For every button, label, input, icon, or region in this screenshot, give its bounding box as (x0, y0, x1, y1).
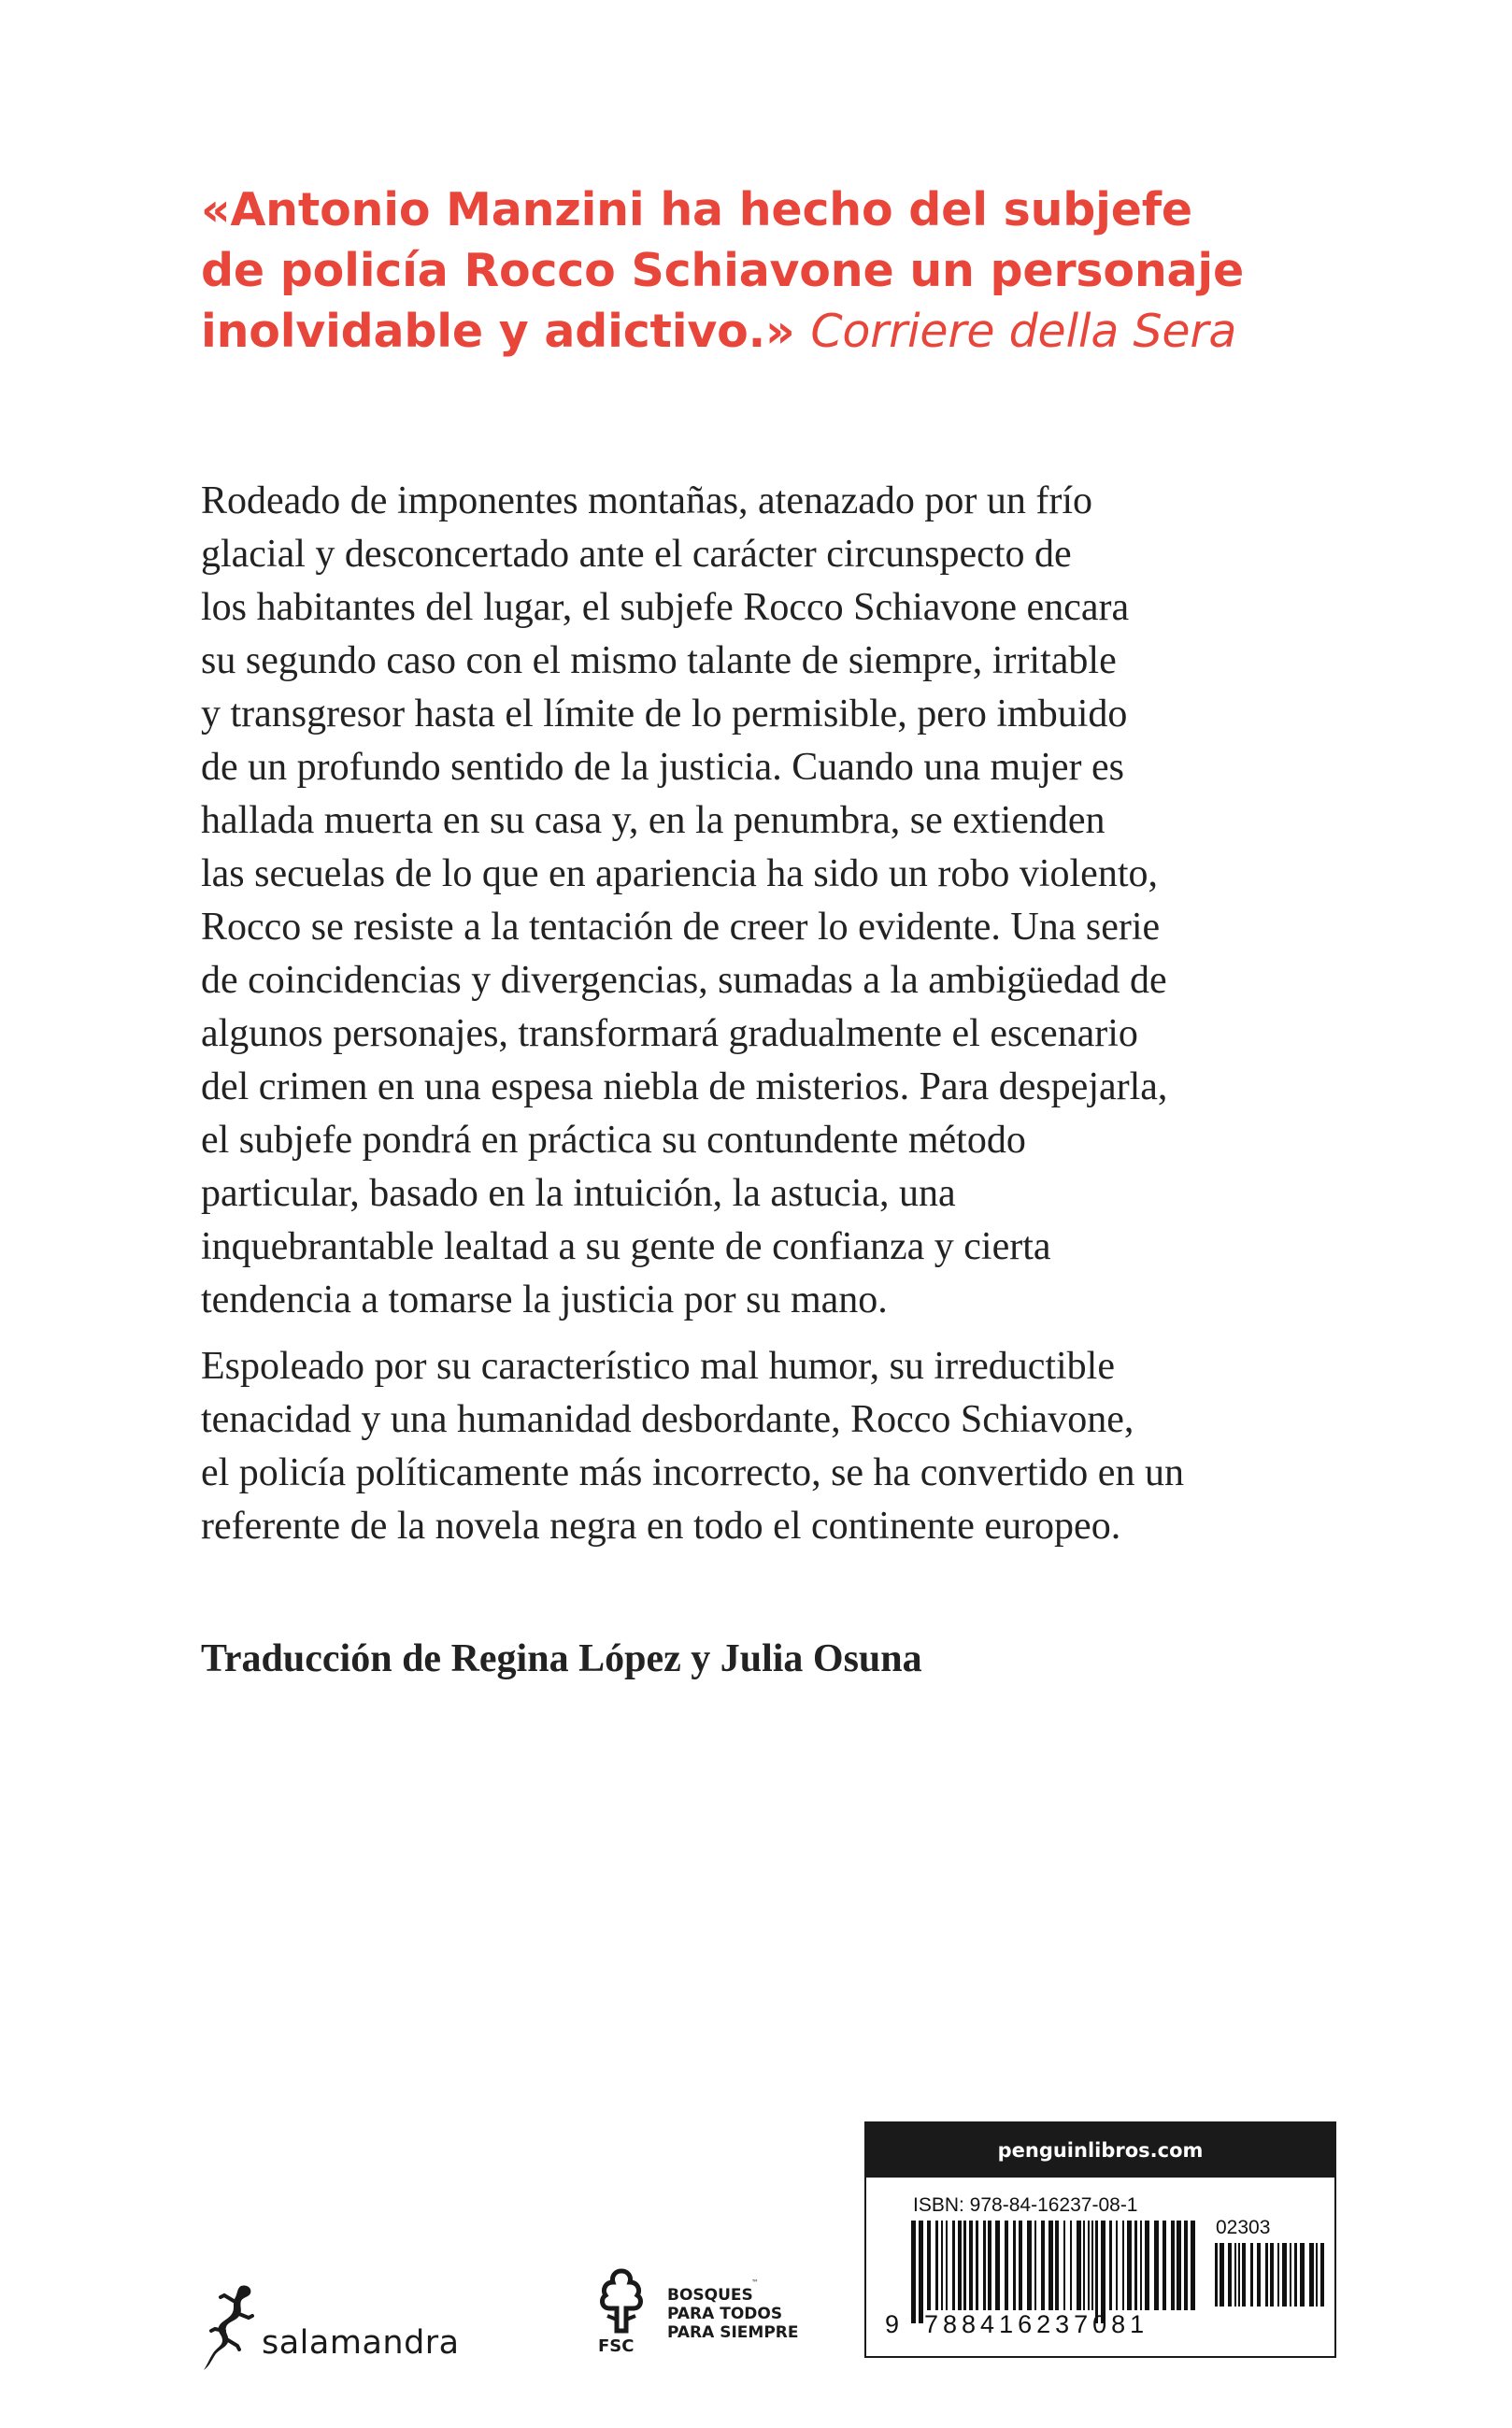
synopsis-line: tendencia a tomarse la justicia por su mano. (201, 1278, 888, 1321)
synopsis-line: de un profundo sentido de la justicia. Cuando una mujer es (201, 746, 1124, 789)
synopsis-line: particular, basado en la intuición, la astucia, una (201, 1172, 956, 1215)
barcode-bar (927, 2221, 931, 2310)
synopsis-line: las secuelas de lo que en apariencia ha sido un robo violento, (201, 852, 1158, 895)
ean-digits: 788416237081 (924, 2310, 1149, 2338)
publisher-logo (196, 2280, 505, 2374)
synopsis-line: y transgresor hasta el límite de lo permisible, pero imbuido (201, 693, 1128, 736)
synopsis-line: el subjefe pondrá en práctica su contundente método (201, 1119, 1026, 1162)
barcode-bar (1300, 2243, 1305, 2307)
barcode-bar (1145, 2221, 1149, 2310)
barcode-bar (1013, 2221, 1016, 2310)
synopsis-line: referente de la novela negra en todo el continente europeo. (201, 1505, 1121, 1548)
barcode-bar (1154, 2221, 1159, 2310)
barcode-bar (952, 2221, 955, 2310)
barcode-bar (976, 2221, 978, 2310)
isbn-label: ISBN: 978-84-16237-08-1 (913, 2194, 1138, 2216)
barcode-bar (946, 2221, 948, 2310)
synopsis-line: del crimen en una espesa niebla de misterios. Para despejarla, (201, 1065, 1168, 1108)
barcode-bar (941, 2221, 943, 2310)
salamander-icon (196, 2280, 262, 2374)
fsc-claim-line: PARA TODOS (667, 2305, 783, 2323)
barcode-bar (1184, 2221, 1188, 2310)
quote-line-text: inolvidable y adictivo.» (201, 305, 795, 358)
barcode-bar (911, 2221, 916, 2323)
publisher-name: salamandra (262, 2324, 460, 2362)
barcode-bar (1290, 2243, 1291, 2307)
barcode-bar (935, 2221, 938, 2310)
synopsis (201, 475, 1350, 1553)
barcode-bar (963, 2221, 966, 2310)
barcode-bar (1101, 2221, 1105, 2323)
fsc-logo (581, 2265, 824, 2368)
fsc-claim-line: BOSQUES (667, 2286, 753, 2305)
barcode-bar (1270, 2243, 1274, 2307)
barcode-bar (969, 2221, 973, 2310)
barcode-bar (1250, 2243, 1253, 2307)
barcode-box (864, 2121, 1336, 2358)
addon-barcode (1215, 2243, 1325, 2320)
synopsis-line: Rodeado de imponentes montañas, atenazado por un frío (201, 479, 1093, 522)
barcode-bar (1041, 2221, 1045, 2310)
synopsis-paragraph-1 (201, 475, 1350, 1327)
barcode-bar (1163, 2221, 1166, 2310)
fsc-claim-line: PARA SIEMPRE (667, 2323, 799, 2342)
barcode-bar (1177, 2221, 1181, 2310)
barcode-bar (1242, 2243, 1246, 2307)
publisher-website: penguinlibros.com (866, 2123, 1334, 2178)
barcode-bar (1171, 2221, 1175, 2310)
barcode-bar (1091, 2221, 1093, 2310)
synopsis-line: glacial y desconcertado ante el carácter circunspecto de (201, 533, 1072, 576)
synopsis-line: inquebrantable lealtad a su gente de confianza y cierta (201, 1225, 1051, 1268)
barcode-bar (1294, 2243, 1297, 2307)
barcode-bar (1228, 2243, 1232, 2307)
barcode-addon-number: 02303 (1216, 2217, 1271, 2238)
barcode-bar (1215, 2243, 1218, 2307)
barcode-bar (1127, 2221, 1132, 2310)
quote-line-last (201, 301, 1341, 362)
barcode-bar (1083, 2221, 1085, 2310)
synopsis-line: de coincidencias y divergencias, sumadas a la ambigüedad de (201, 959, 1167, 1002)
synopsis-line: hallada muerta en su casa y, en la penumbra, se extienden (201, 799, 1105, 842)
barcode-bar (1316, 2243, 1318, 2307)
barcode-bar (1257, 2243, 1261, 2307)
barcode-bar (1070, 2221, 1072, 2310)
synopsis-line: algunos personajes, transformará gradualmente el escenario (201, 1012, 1138, 1055)
fsc-tree-icon (589, 2265, 654, 2336)
barcode-bar (988, 2221, 991, 2310)
barcode-bar (1027, 2221, 1032, 2310)
barcode-bar (1063, 2221, 1065, 2310)
barcode-bar (1234, 2243, 1236, 2307)
barcode-bar (1077, 2221, 1081, 2310)
barcode-bar (1109, 2221, 1112, 2310)
synopsis-line: Espoleado por su característico mal humor, su irreductible (201, 1345, 1115, 1388)
barcode-bar (1122, 2221, 1124, 2310)
barcode-bar (995, 2221, 1000, 2310)
synopsis-line: su segundo caso con el mismo talante de siempre, irritable (201, 639, 1117, 682)
barcode-bar (1095, 2221, 1098, 2323)
barcode-bar (1277, 2243, 1279, 2307)
synopsis-line: Rocco se resiste a la tentación de creer lo evidente. Una serie (201, 906, 1161, 949)
barcode-bar (1220, 2243, 1224, 2307)
barcode-bar (1134, 2221, 1137, 2310)
barcode-bar (1309, 2243, 1314, 2307)
fsc-trademark: ™ (751, 2278, 759, 2287)
translator-credit: Traducción de Regina López y Julia Osuna (201, 1637, 922, 1680)
barcode-bar (1238, 2243, 1240, 2307)
press-quote (201, 179, 1341, 362)
quote-source: Corriere della Sera (810, 305, 1237, 358)
barcode-bar (1320, 2243, 1324, 2307)
barcode-bar (1048, 2221, 1053, 2310)
quote-line: de policía Rocco Schiavone un personaje (201, 244, 1245, 297)
barcode-bar (958, 2221, 962, 2310)
ean-first-digit: 9 (885, 2310, 900, 2338)
fsc-mark: FSC (598, 2336, 635, 2356)
quote-line: «Antonio Manzini ha hecho del subjefe (201, 183, 1192, 236)
barcode-bar (1019, 2221, 1022, 2310)
barcode-bar (1265, 2243, 1268, 2307)
barcode-bar (1034, 2221, 1036, 2310)
barcode-bar (1282, 2243, 1287, 2307)
barcode-bar (1191, 2221, 1195, 2310)
fsc-claim (667, 2286, 798, 2342)
barcode-bar (1140, 2221, 1142, 2310)
barcode-bar (983, 2221, 986, 2310)
barcode-bar (1055, 2221, 1059, 2310)
barcode-bar (1005, 2221, 1008, 2310)
synopsis-line: los habitantes del lugar, el subjefe Rocco Schiavone encara (201, 586, 1130, 629)
ean-barcode (911, 2221, 1201, 2323)
barcode-bar (919, 2221, 923, 2323)
synopsis-paragraph-2 (201, 1340, 1350, 1553)
synopsis-line: el policía políticamente más incorrecto, se ha convertido en un (201, 1451, 1184, 1494)
synopsis-line: tenacidad y una humanidad desbordante, Rocco Schiavone, (201, 1398, 1134, 1441)
barcode-bar (1088, 2221, 1090, 2310)
barcode-bar (1116, 2221, 1118, 2310)
